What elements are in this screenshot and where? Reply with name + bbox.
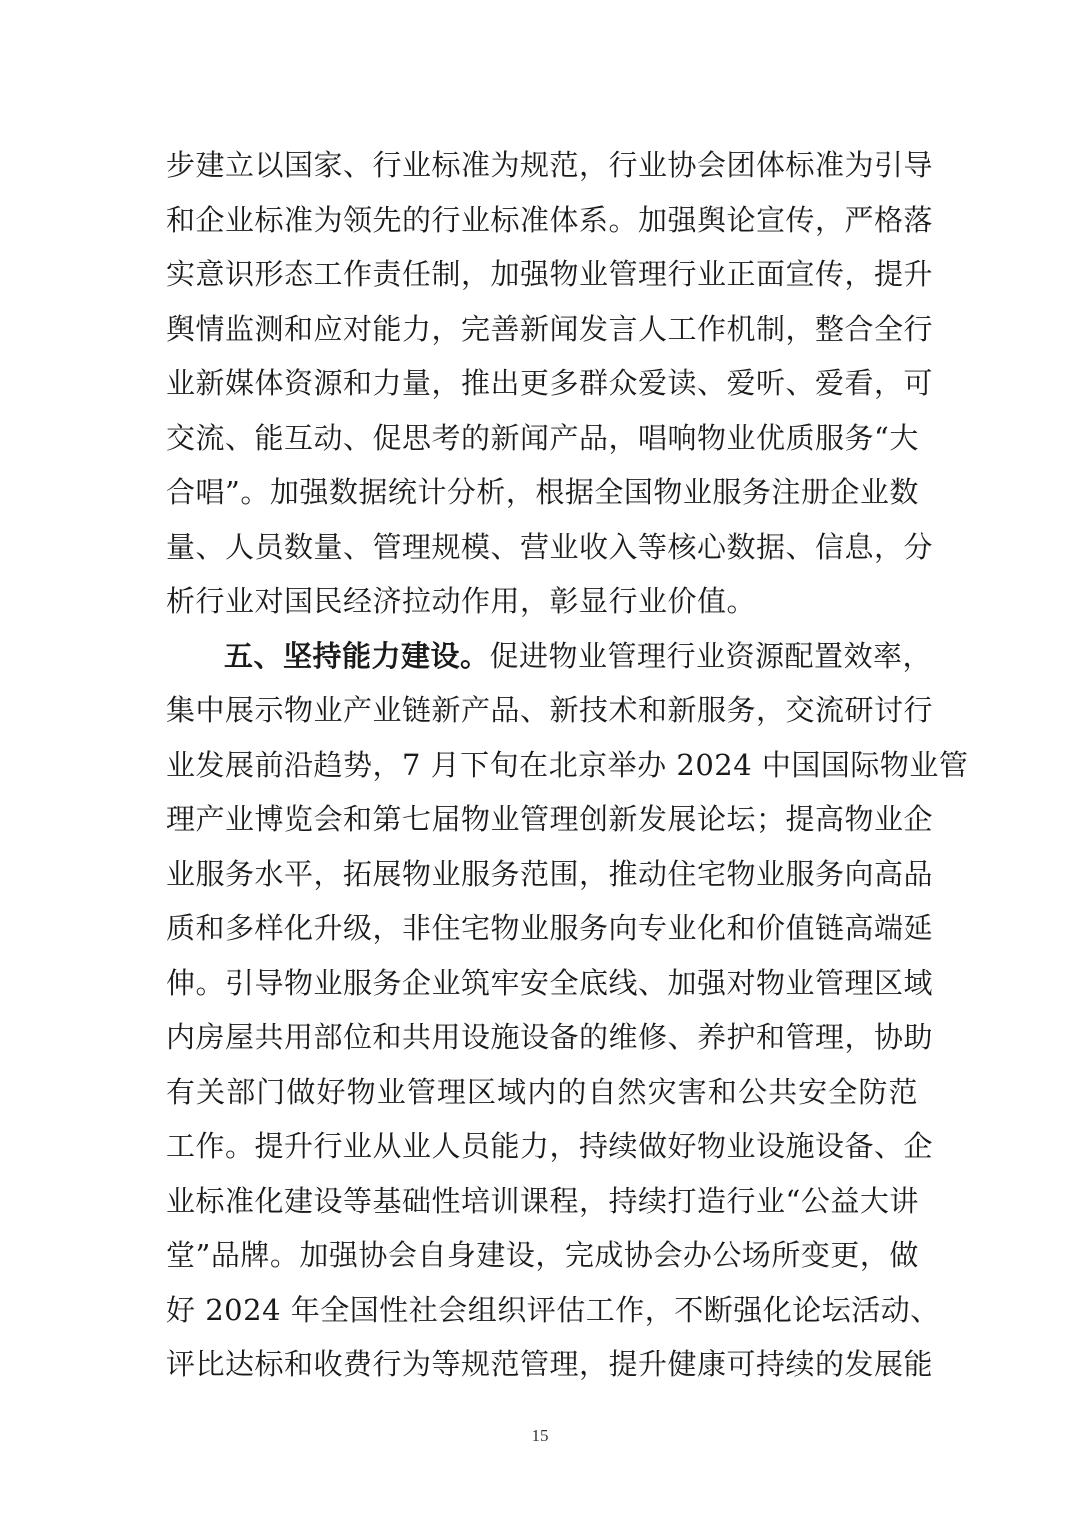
section-5-line: 业标准化建设等基础性培训课程，持续打造行业“公益大讲 <box>166 1183 919 1218</box>
paragraph-1-line: 交流、能互动、促思考的新闻产品，唱响物业优质服务“大 <box>166 420 919 455</box>
section-5-line: 集中展示物业产业链新产品、新技术和新服务，交流研讨行 <box>166 693 934 727</box>
section-5-heading: 五、坚持能力建设。 <box>224 638 490 673</box>
page-number: 15 <box>531 1426 549 1445</box>
section-5-line: 内房屋共用部位和共用设施设备的维修、养护和管理，协助 <box>166 1020 934 1054</box>
section-5-line: 质和多样化升级，非住宅物业服务向专业化和价值链高端延 <box>166 911 934 945</box>
paragraph-1-line: 步建立以国家、行业标准为规范，行业协会团体标准为引导 <box>166 148 934 182</box>
body-text <box>166 138 969 1392</box>
section-5-line: 业服务水平，拓展物业服务范围，推动住宅物业服务向高品 <box>166 856 934 891</box>
section-5-line: 好 2024 年全国性社会组织评估工作，不断强化论坛活动、 <box>166 1292 940 1327</box>
paragraph-1-line: 量、人员数量、管理规模、营业收入等核心数据、信息，分 <box>166 529 934 564</box>
section-5-line: 伸。引导物业服务企业筑牢安全底线、加强对物业管理区域 <box>166 965 934 1000</box>
paragraph-1-line: 业新媒体资源和力量，推出更多群众爱读、爱听、爱看，可 <box>166 366 934 400</box>
section-5-line: 有关部门做好物业管理区域内的自然灾害和公共安全防范 <box>166 1074 918 1109</box>
paragraph-1-line: 实意识形态工作责任制，加强物业管理行业正面宣传，提升 <box>166 257 934 291</box>
section-5-first-line <box>166 629 933 684</box>
section-5-line: 业发展前沿趋势，7 月下旬在北京举办 2024 中国国际物业管 <box>166 747 969 782</box>
paragraph-1-line: 析行业对国民经济拉动作用，彰显行业价值。 <box>166 584 757 618</box>
section-5-line: 评比达标和收费行为等规范管理，提升健康可持续的发展能 <box>166 1347 934 1381</box>
paragraph-1-line: 和企业标准为领先的行业标准体系。加强舆论宣传，严格落 <box>166 202 934 237</box>
paragraph-1-line: 合唱”。加强数据统计分析，根据全国物业服务注册企业数 <box>166 475 919 509</box>
paragraph-1-line: 舆情监测和应对能力，完善新闻发言人工作机制，整合全行 <box>166 311 934 346</box>
section-5-line: 工作。提升行业从业人员能力，持续做好物业设施设备、企 <box>166 1129 934 1163</box>
section-5-line: 理产业博览会和第七届物业管理创新发展论坛；提高物业企 <box>166 802 934 836</box>
section-5-first-line-text: 促进物业管理行业资源配置效率， <box>489 638 933 673</box>
section-5-line: 堂”品牌。加强协会自身建设，完成协会办公场所变更，做 <box>166 1238 919 1272</box>
